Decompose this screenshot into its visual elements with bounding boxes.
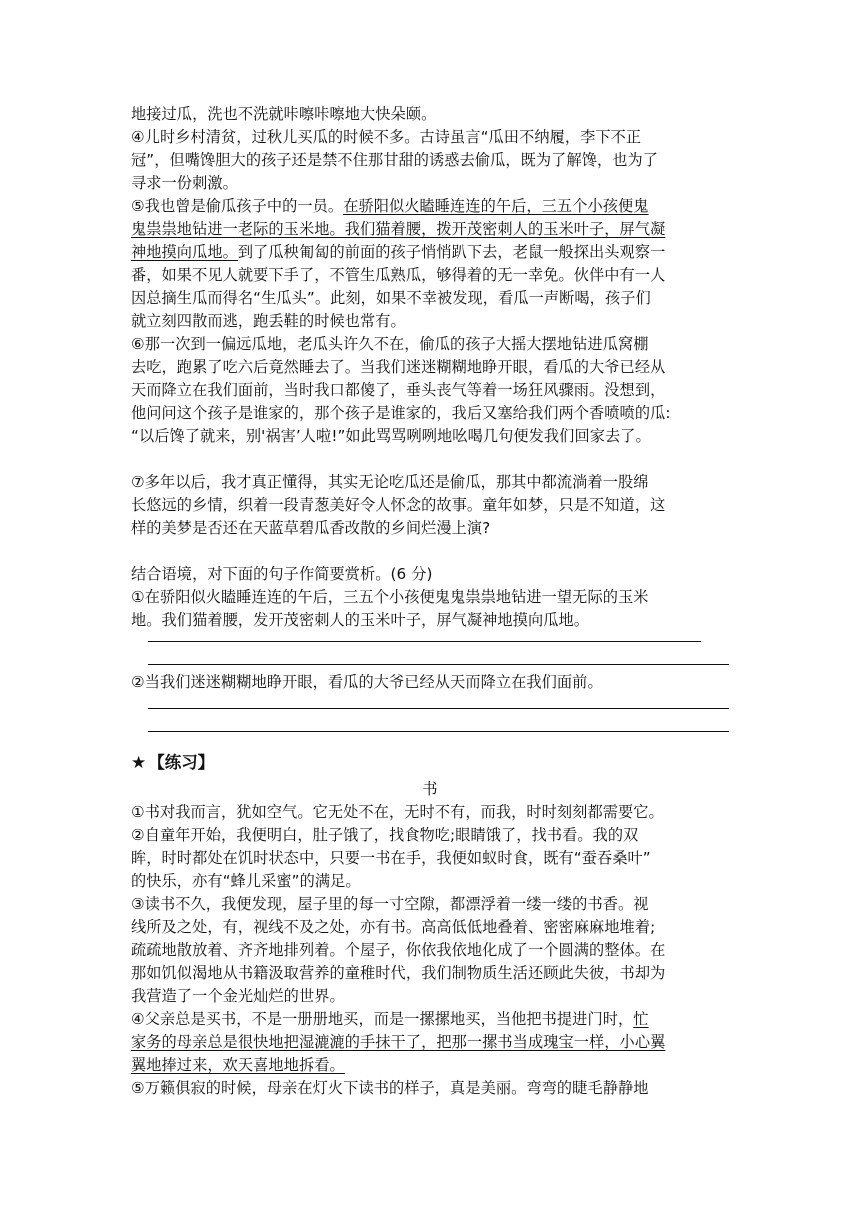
underlined-sentence: 家务的母亲总是很快地把湿漉漉的手抹干了，把那一摞书当成瑰宝一样，小心翼 xyxy=(131,1033,666,1051)
practice-paragraph-4-line xyxy=(131,1008,731,1031)
practice-paragraph-4-text: ④父亲总是买书，不是一册册地买，而是一摞摞地买，当他把书提进门时， xyxy=(131,1010,634,1028)
paragraph-6-line: 他问问这个孩子是谁家的，那个孩子是谁家的，我后又塞给我们两个香喷喷的瓜: xyxy=(131,404,671,422)
passage-line: 地接过瓜，洗也不洗就咔嚓咔嚓地大快朵颐。 xyxy=(131,105,437,123)
underlined-sentence: 忙 xyxy=(633,1010,649,1028)
question-1-line: ①在骄阳似火瞌睡连连的午后，三五个小孩便鬼鬼祟祟地钻进一望无际的玉米 xyxy=(131,588,649,606)
question-1-line: 地。我们猫着腰，发开茂密刺人的玉米叶子，屏气凝神地摸向瓜地。 xyxy=(131,611,590,629)
practice-paragraph-4-line xyxy=(131,1054,731,1077)
paragraph-5-line: 因总摘生瓜而得名“生瓜头”。此刻，如果不幸被发现，看瓜一声断喝，孩子们 xyxy=(131,289,651,307)
answer-line[interactable] xyxy=(148,708,729,709)
practice-heading xyxy=(131,749,214,773)
paragraph-6-line: “以后馋了就来，别'祸害’人啦!”如此骂骂咧咧地吆喝几句便发我们回家去了。 xyxy=(131,427,651,445)
practice-label: 【练习】 xyxy=(148,753,215,772)
underlined-sentence: 鬼祟祟地钻进一老际的玉米地。我们猫着腰，拨开茂密刺人的玉米叶子，屏气凝 xyxy=(131,220,666,238)
underlined-sentence: 翼地捧过来，欢天喜地地拆看。 xyxy=(131,1056,345,1074)
paragraph-6-line: 天而降立在我们面前，当时我口都傻了，垂头丧气等着一场狂风骤雨。没想到， xyxy=(131,381,666,399)
paragraph-5-text: ⑤我也曾是偷瓜孩子中的一员。 xyxy=(131,197,344,215)
answer-line[interactable] xyxy=(148,731,729,732)
practice-paragraph-3-line: ③读书不久，我便发现，屋子里的每一寸空隙，都漂浮着一缕一缕的书香。视 xyxy=(131,895,649,913)
practice-paragraph-3-line: 那如饥似渴地从书籍汲取营养的童稚时代，我们制物质生活还顾此失彼，书却为 xyxy=(131,964,666,982)
practice-paragraph-3-line: 线所及之处，有，视线不及之处，亦有书。高高低低地叠着、密密麻麻地堆着; xyxy=(131,918,656,936)
paragraph-5-line: 就立刻四散而逃，跑丢鞋的时候也常有。 xyxy=(131,312,406,330)
question-2-line: ②当我们迷迷糊糊地睁开眼，看瓜的大爷已经从天而降立在我们面前。 xyxy=(131,673,603,691)
practice-paragraph-1: ①书对我而言，犹如空气。它无处不在，无时不有，而我，时时刻刻都需要它。 xyxy=(131,803,664,821)
answer-line[interactable] xyxy=(148,664,729,665)
paragraph-4-line: 冠”，但嘴馋胆大的孩子还是禁不住那甘甜的诱惑去偷瓜，既为了解馋，也为了 xyxy=(131,151,659,169)
paragraph-5-text: 到了瓜秧匍匐的前面的孩子悄悄趴下去，老鼠一般探出头观察一 xyxy=(237,243,666,261)
practice-title: 书 xyxy=(422,780,438,798)
paragraph-4-line: 寻求一份刺激。 xyxy=(131,174,238,192)
paragraph-7-line: ⑦多年以后，我才真正懂得，其实无论吃瓜还是偷瓜，那其中都流淌着一股绵 xyxy=(131,473,649,491)
answer-line[interactable] xyxy=(148,641,701,642)
practice-paragraph-2-line: ②自童年开始，我便明白，肚子饿了，找食物吃;眼睛饿了，找书看。我的双 xyxy=(131,826,639,844)
star-icon: ★ xyxy=(131,753,147,773)
practice-paragraph-3-line: 疏疏地散放着、齐齐地排列着。个屋子，你依我依地化成了一个圆满的整体。在 xyxy=(131,941,666,959)
paragraph-5-line xyxy=(131,241,731,264)
paragraph-7-line: 长悠远的乡情，织着一段青葱美好令人怀念的故事。童年如梦，只是不知道，这 xyxy=(131,496,666,514)
underlined-sentence: 在骄阳似火瞌睡连连的午后，三五个小孩便鬼 xyxy=(343,197,649,215)
practice-paragraph-3-line: 我营造了一个金光灿烂的世界。 xyxy=(131,987,345,1005)
practice-paragraph-2-line: 的快乐，亦有“蜂儿采蜜”的满足。 xyxy=(131,872,361,890)
question-prompt: 结合语境，对下面的句子作简要赏析。(6 分) xyxy=(131,565,433,583)
paragraph-4-line: ④儿时乡村清贫，过秋儿买瓜的时候不多。古诗虽言“瓜田不纳履，李下不正 xyxy=(131,128,642,146)
practice-paragraph-4-line xyxy=(131,1031,731,1054)
paragraph-6-line: ⑥那一次到一偏远瓜地，老瓜头许久不在，偷瓜的孩子大摇大摆地钻进瓜窝棚 xyxy=(131,335,649,353)
paragraph-6-line: 去吃，跑累了吃六后竟然睡去了。当我们迷迷糊糊地睁开眼，看瓜的大爷已经从 xyxy=(131,358,666,376)
paragraph-5-line: 番，如果不见人就要下手了，不管生瓜熟瓜，够得着的无一幸免。伙伴中有一人 xyxy=(131,266,666,284)
paragraph-7-line: 样的美梦是否还在天蓝草碧瓜香改散的乡间烂漫上演? xyxy=(131,519,491,537)
practice-paragraph-2-line: 眸，时时都处在饥时状态中，只要一书在手，我便如蚁时食，既有“蚕吞桑叶” xyxy=(131,849,651,867)
paragraph-5-line xyxy=(131,218,731,241)
practice-paragraph-5: ⑤万籁俱寂的时候，母亲在灯火下读书的样子，真是美丽。弯弯的睫毛静静地 xyxy=(131,1079,649,1097)
paragraph-5-line xyxy=(131,195,731,218)
underlined-sentence: 神地摸向瓜地。 xyxy=(131,243,238,261)
